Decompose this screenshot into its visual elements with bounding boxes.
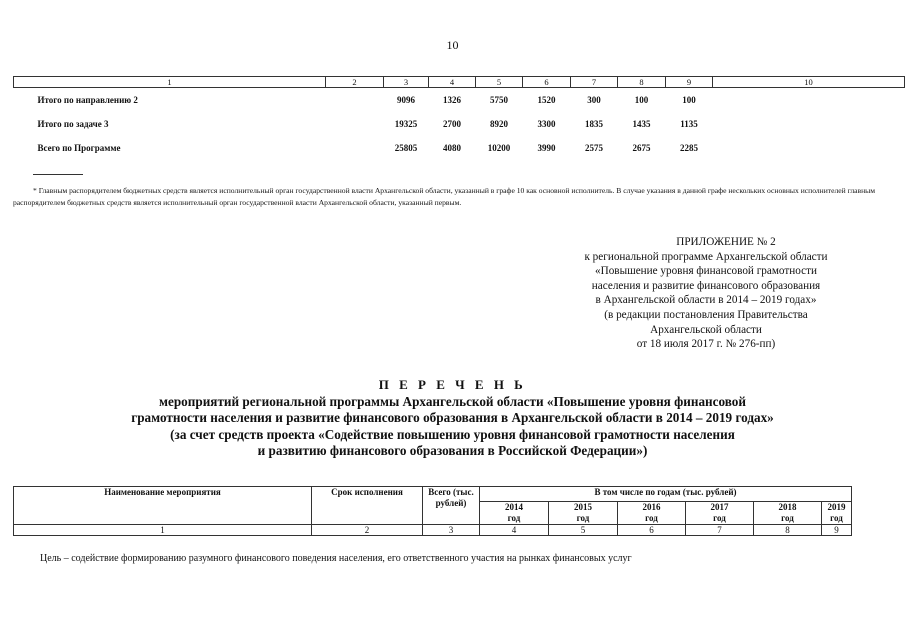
year-header: 2016 год: [618, 502, 686, 525]
title-line: мероприятий региональной программы Архангельской области «Повышение уровня финансовой: [159, 393, 746, 409]
value-cell: 4080: [443, 143, 461, 153]
index-cell: 3: [423, 525, 480, 536]
header-cell: 9: [666, 77, 713, 88]
index-cell: 2: [312, 525, 423, 536]
col-header-total: Всего (тыс. рублей): [423, 487, 480, 525]
value-cell: 3990: [537, 143, 556, 153]
appendix-header: [556, 235, 856, 352]
title-line: (за счет средств проекта «Содействие повышению уровня финансовой грамотности населения: [170, 426, 735, 442]
header-cell: 4: [429, 77, 476, 88]
index-cell: 8: [754, 525, 822, 536]
appendix-line: (в редакции постановления Правительства: [604, 308, 808, 321]
value-cell: 2285: [680, 143, 698, 153]
page-number: 10: [446, 38, 459, 52]
index-cell: 9: [822, 525, 852, 536]
value-cell: 3300: [537, 119, 556, 129]
value-cell: 8920: [490, 119, 508, 129]
header-cell: 8: [618, 77, 666, 88]
table-header-row: [14, 77, 905, 88]
budget-summary-table: [13, 76, 905, 160]
appendix-line: к региональной программе Архангельской области: [584, 250, 828, 263]
year-header: 2015 год: [549, 502, 618, 525]
header-cell: 6: [523, 77, 571, 88]
value-cell: 19325: [394, 119, 418, 129]
col-header-name: Наименование мероприятия: [14, 487, 312, 525]
value-cell: 100: [634, 95, 649, 105]
value-cell: 25805: [394, 143, 418, 153]
column-index-row: [14, 525, 852, 536]
value-cell: 5750: [490, 95, 508, 105]
index-cell: 5: [549, 525, 618, 536]
year-header: 2014 год: [480, 502, 549, 525]
appendix-line: Архангельской области: [650, 323, 762, 336]
value-cell: 100: [682, 95, 696, 105]
appendix-line: в Архангельской области в 2014 – 2019 годах»: [595, 294, 817, 307]
index-cell: 4: [480, 525, 549, 536]
title-line: и развитию финансового образования в Российской Федерации»): [257, 443, 648, 458]
table-row: [14, 112, 905, 136]
document-title: [0, 377, 905, 460]
row-label: Всего по Программе: [37, 143, 121, 153]
header-cell: 5: [476, 77, 523, 88]
title-line: грамотности населения и развитие финансового образования в Архангельской области в 2014 – 2019 годах»: [131, 410, 774, 425]
index-cell: 1: [14, 525, 312, 536]
table-row: [14, 136, 905, 160]
year-header: 2018 год: [754, 502, 822, 525]
header-cell: 1: [14, 77, 326, 88]
value-cell: 1520: [537, 95, 556, 105]
value-cell: 300: [587, 95, 601, 105]
goal-text: Цель – содействие формированию разумного финансового поведения населения, его ответственного участия на рынках финансовых услуг: [40, 553, 632, 564]
title-heading: П Е Р Е Ч Е Н Ь: [378, 377, 527, 392]
index-cell: 6: [618, 525, 686, 536]
col-header-term: Срок исполнения: [312, 487, 423, 525]
appendix-line: от 18 июля 2017 г. № 276-пп): [636, 338, 776, 351]
appendix-line: «Повышение уровня финансовой грамотности: [595, 265, 817, 278]
year-header: 2019 год: [822, 502, 852, 525]
header-cell: 10: [713, 77, 905, 88]
value-cell: 2575: [585, 143, 603, 153]
header-cell: 3: [384, 77, 429, 88]
value-cell: 1435: [632, 119, 651, 129]
col-header-years-group: В том числе по годам (тыс. рублей): [480, 487, 852, 502]
value-cell: 2700: [443, 119, 461, 129]
header-cell: 7: [571, 77, 618, 88]
row-label: Итого по направлению 2: [37, 95, 138, 105]
value-cell: 1835: [585, 119, 603, 129]
appendix-line: населения и развитие финансового образования: [591, 279, 821, 292]
value-cell: 1326: [443, 95, 461, 105]
footnote: * Главным распорядителем бюджетных средств является исполнительный орган государственной власти Архангельской области, указанный в графе 10 как основной исполнитель. В случае указания в данной графе нескольких основных исполнителей главным распорядителем бюджетных средств является исполнительный орган государственной власти Архангельской области, указанный первым.: [13, 186, 876, 207]
value-cell: 10200: [487, 143, 511, 153]
appendix-title: ПРИЛОЖЕНИЕ № 2: [676, 236, 776, 248]
year-header: 2017 год: [686, 502, 754, 525]
header-cell: 2: [326, 77, 384, 88]
value-cell: 1135: [680, 119, 698, 129]
row-label: Итого по задаче 3: [37, 119, 109, 129]
value-cell: 9096: [397, 95, 415, 105]
value-cell: 2675: [632, 143, 651, 153]
footnote-separator: [33, 174, 83, 175]
measures-table: [13, 486, 852, 536]
index-cell: 7: [686, 525, 754, 536]
table-row: [14, 88, 905, 113]
